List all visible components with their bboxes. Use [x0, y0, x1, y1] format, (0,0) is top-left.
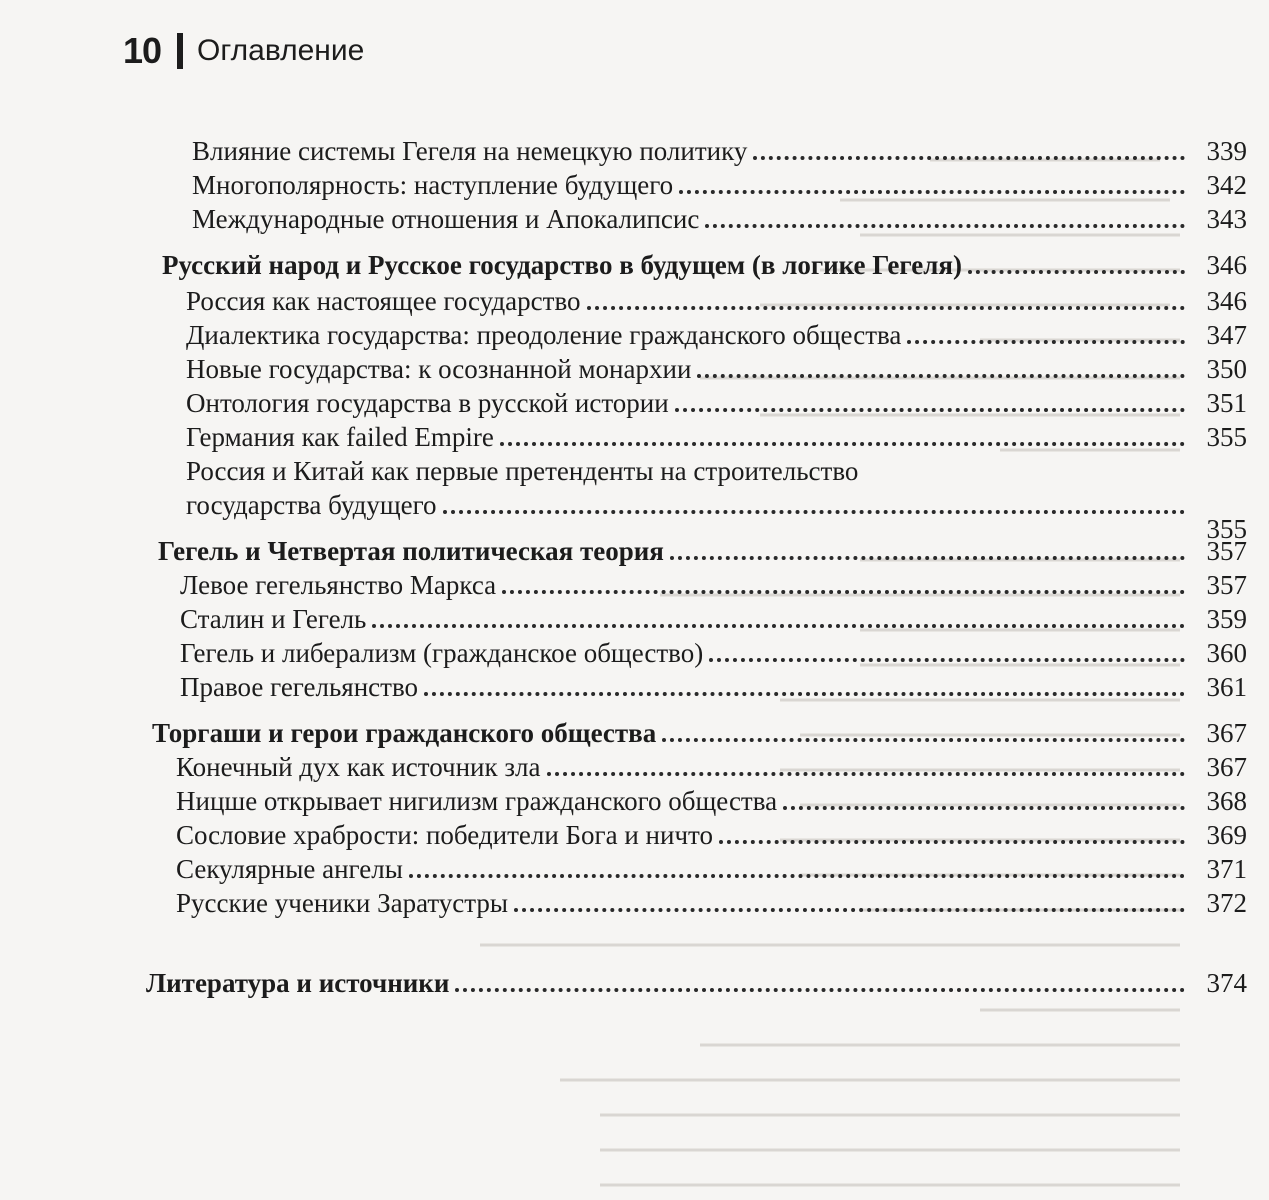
toc-leader-dots — [670, 556, 1185, 560]
toc-entry-page: 357 — [1206, 536, 1247, 566]
toc-leader-dots — [719, 840, 1185, 844]
toc-entry — [180, 602, 1247, 636]
toc-chapter-title: Русский народ и Русское государство в будущем (в логике Гегеля) — [162, 250, 963, 280]
toc-entry-page: 374 — [1206, 968, 1247, 998]
toc-entry-title-line1: Россия и Китай как первые претенденты на строительство — [186, 456, 859, 486]
toc-entry — [180, 670, 1247, 704]
toc-entry-title: Влияние системы Гегеля на немецкую политику — [192, 136, 748, 166]
toc-entry-title: Правое гегельянство — [180, 672, 419, 702]
toc-entry-page: 361 — [1206, 672, 1247, 702]
toc-leader-dots — [500, 442, 1185, 446]
toc-leader-dots — [753, 156, 1185, 160]
toc-entry-page: 355 — [1206, 514, 1247, 544]
toc-leader-dots — [409, 874, 1185, 878]
toc-entry-page: 367 — [1206, 752, 1247, 782]
toc-entry-title: Сословие храбрости: победители Бога и ничто — [176, 820, 713, 850]
toc-entry — [186, 386, 1247, 420]
toc-entry — [176, 818, 1247, 852]
toc-entry-title: Сталин и Гегель — [180, 604, 367, 634]
toc-leader-dots — [455, 988, 1185, 992]
toc-entry — [192, 134, 1247, 168]
toc-entry-title: Новые государства: к осознанной монархии — [186, 354, 692, 384]
toc-entry — [192, 202, 1247, 236]
toc-entry — [186, 318, 1247, 352]
toc-entry — [176, 784, 1247, 818]
toc-entry — [176, 750, 1247, 784]
toc-entry-page: 355 — [1206, 422, 1247, 452]
toc-entry-page: 350 — [1206, 354, 1247, 384]
toc-entry-title: Онтология государства в русской истории — [186, 388, 669, 418]
header-title: Оглавление — [197, 34, 365, 67]
toc-entry-title: Левое гегельянство Маркса — [180, 570, 497, 600]
toc-leader-dots — [547, 772, 1186, 776]
toc-leader-dots — [697, 374, 1185, 378]
toc-entry — [180, 568, 1247, 602]
toc-entry-page: 359 — [1206, 604, 1247, 634]
toc-entry-title: Многополярность: наступление будущего — [192, 170, 674, 200]
toc-chapter-title: Гегель и Четвертая политическая теория — [158, 536, 664, 566]
toc-leader-dots — [783, 806, 1185, 810]
toc-entry-title: Конечный дух как источник зла — [176, 752, 541, 782]
toc-leader-dots — [675, 408, 1185, 412]
toc-entry-title: Диалектика государства: преодоление гражданского общества — [186, 320, 902, 350]
toc-entry — [176, 886, 1247, 920]
toc-chapter — [152, 716, 1247, 750]
toc-entry-page: 346 — [1206, 250, 1247, 280]
toc-entry-title: Германия как failed Empire — [186, 422, 494, 452]
toc-chapter — [146, 966, 1247, 1000]
toc-entry-page: 342 — [1206, 170, 1247, 200]
page-number: 10 — [123, 30, 162, 71]
toc-chapter-title: Торгаши и герои гражданского общества — [152, 718, 657, 748]
toc-entry-page: 357 — [1206, 570, 1247, 600]
toc-entry — [176, 852, 1247, 886]
toc-entry-page: 367 — [1206, 718, 1247, 748]
toc-entry-title: Гегель и либерализм (гражданское общество) — [180, 638, 704, 668]
toc-entry — [186, 352, 1247, 386]
toc-chapter — [158, 534, 1247, 568]
toc-entry-title-line2: государства будущего — [186, 490, 437, 520]
toc-entry — [186, 488, 1247, 544]
toc-entry — [180, 636, 1247, 670]
toc-leader-dots — [424, 692, 1185, 696]
toc-leader-dots — [587, 306, 1185, 310]
toc-leader-dots — [679, 190, 1185, 194]
toc-entry-page: 339 — [1206, 136, 1247, 166]
toc-leader-dots — [705, 224, 1185, 228]
toc-leader-dots — [662, 738, 1185, 742]
toc-chapter — [162, 248, 1247, 282]
toc-entry — [186, 420, 1247, 454]
toc-leader-dots — [968, 270, 1185, 274]
toc-entry-page: 371 — [1206, 854, 1247, 884]
toc-entry-title: Международные отношения и Апокалипсис — [192, 204, 700, 234]
toc-entry-page: 368 — [1206, 786, 1247, 816]
toc-entry-title: Русские ученики Заратустры — [176, 888, 509, 918]
toc-leader-dots — [502, 590, 1185, 594]
toc-entry-page: 369 — [1206, 820, 1247, 850]
toc-leader-dots — [907, 340, 1185, 344]
toc-entry-page: 346 — [1206, 286, 1247, 316]
toc-entry-page: 351 — [1206, 388, 1247, 418]
toc-entry-page: 347 — [1206, 320, 1247, 350]
toc-entry-page: 372 — [1206, 888, 1247, 918]
toc-leader-dots — [372, 624, 1185, 628]
toc-entry-page: 343 — [1206, 204, 1247, 234]
toc-entry — [192, 168, 1247, 202]
toc-leader-dots — [709, 658, 1185, 662]
toc-entry-title: Россия как настоящее государство — [186, 286, 581, 316]
toc-entry — [186, 284, 1247, 318]
toc-entry-title: Секулярные ангелы — [176, 854, 403, 884]
toc-entry-title: Ницше открывает нигилизм гражданского общества — [176, 786, 778, 816]
toc-leader-dots — [514, 908, 1185, 912]
toc-entry-page: 360 — [1206, 638, 1247, 668]
toc-chapter-title: Литература и источники — [146, 968, 450, 998]
toc-leader-dots — [443, 510, 1185, 514]
